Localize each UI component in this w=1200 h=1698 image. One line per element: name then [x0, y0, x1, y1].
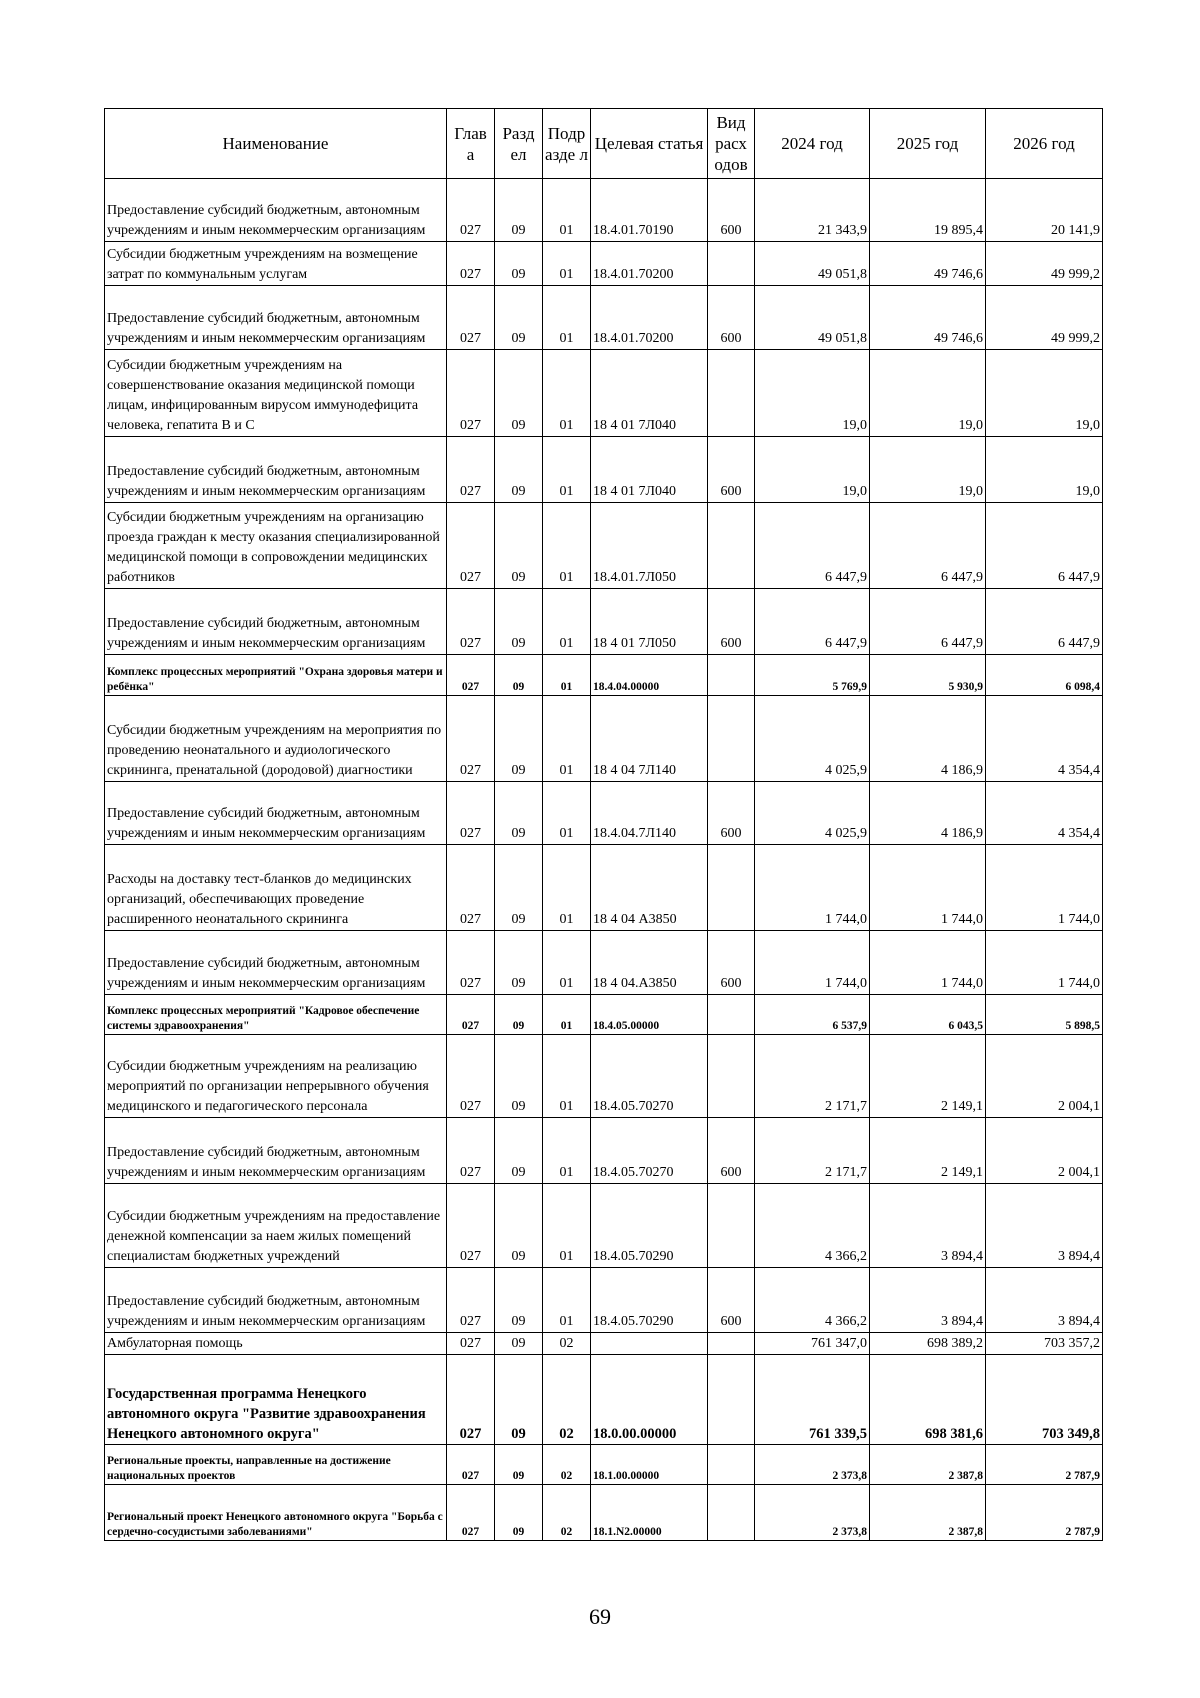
table-row — [105, 696, 1103, 782]
row-value-2024: 49 051,8 — [755, 242, 870, 286]
table-row — [105, 437, 1103, 503]
table-body — [105, 179, 1103, 1541]
row-podrazdel: 01 — [543, 696, 591, 782]
row-podrazdel: 01 — [543, 179, 591, 242]
row-expense-type — [708, 350, 755, 437]
row-glava: 027 — [447, 350, 495, 437]
row-target-article: 18.4.01.70190 — [591, 179, 708, 242]
row-razdel: 09 — [495, 1333, 543, 1355]
row-razdel: 09 — [495, 1118, 543, 1184]
table-row — [105, 242, 1103, 286]
row-value-2026: 1 744,0 — [986, 845, 1103, 931]
row-razdel: 09 — [495, 696, 543, 782]
row-glava: 027 — [447, 782, 495, 845]
row-name: Амбулаторная помощь — [105, 1333, 447, 1355]
row-expense-type: 600 — [708, 286, 755, 350]
row-value-2025: 4 186,9 — [870, 696, 986, 782]
table-row — [105, 589, 1103, 655]
row-value-2026: 4 354,4 — [986, 696, 1103, 782]
row-glava: 027 — [447, 1355, 495, 1445]
row-value-2025: 19,0 — [870, 437, 986, 503]
row-name: Предоставление субсидий бюджетным, автономным учреждениям и иным некоммерческим организациям — [105, 437, 447, 503]
row-razdel: 09 — [495, 1184, 543, 1268]
row-razdel: 09 — [495, 655, 543, 696]
row-podrazdel: 01 — [543, 1035, 591, 1118]
row-value-2025: 2 149,1 — [870, 1035, 986, 1118]
row-razdel: 09 — [495, 242, 543, 286]
row-glava: 027 — [447, 1118, 495, 1184]
row-target-article: 18.4.05.70270 — [591, 1118, 708, 1184]
row-razdel: 09 — [495, 1445, 543, 1485]
row-expense-type — [708, 242, 755, 286]
row-name: Предоставление субсидий бюджетным, автономным учреждениям и иным некоммерческим организациям — [105, 1268, 447, 1333]
row-value-2026: 49 999,2 — [986, 242, 1103, 286]
row-razdel: 09 — [495, 589, 543, 655]
row-name: Предоставление субсидий бюджетным, автономным учреждениям и иным некоммерческим организациям — [105, 179, 447, 242]
row-target-article: 18.4.04.00000 — [591, 655, 708, 696]
row-name: Субсидии бюджетным учреждениям на возмещение затрат по коммунальным услугам — [105, 242, 447, 286]
table-row-section — [105, 1333, 1103, 1355]
row-glava: 027 — [447, 655, 495, 696]
row-podrazdel: 01 — [543, 1184, 591, 1268]
row-value-2024: 2 171,7 — [755, 1035, 870, 1118]
row-expense-type: 600 — [708, 179, 755, 242]
row-glava: 027 — [447, 1268, 495, 1333]
row-target-article: 18 4 01 7Л050 — [591, 589, 708, 655]
row-value-2025: 49 746,6 — [870, 242, 986, 286]
row-value-2025: 2 149,1 — [870, 1118, 986, 1184]
row-podrazdel: 02 — [543, 1355, 591, 1445]
row-value-2026: 19,0 — [986, 350, 1103, 437]
row-target-article: 18 4 01 7Л040 — [591, 350, 708, 437]
row-value-2025: 3 894,4 — [870, 1268, 986, 1333]
row-podrazdel: 01 — [543, 995, 591, 1035]
row-name: Субсидии бюджетным учреждениям на организацию проезда граждан к месту оказания специализированной медицинской помощи в сопровождении медицинских работников — [105, 503, 447, 589]
row-name: Региональный проект Ненецкого автономного округа "Борьба с сердечно-сосудистыми заболеваниями" — [105, 1485, 447, 1541]
row-expense-type: 600 — [708, 589, 755, 655]
row-value-2024: 49 051,8 — [755, 286, 870, 350]
row-name: Предоставление субсидий бюджетным, автономным учреждениям и иным некоммерческим организациям — [105, 782, 447, 845]
row-value-2026: 20 141,9 — [986, 179, 1103, 242]
row-value-2025: 19,0 — [870, 350, 986, 437]
row-value-2024: 4 366,2 — [755, 1268, 870, 1333]
row-expense-type — [708, 1184, 755, 1268]
row-razdel: 09 — [495, 845, 543, 931]
row-expense-type — [708, 503, 755, 589]
row-podrazdel: 01 — [543, 503, 591, 589]
row-glava: 027 — [447, 995, 495, 1035]
row-target-article: 18.4.01.7Л050 — [591, 503, 708, 589]
row-target-article: 18 4 04 А3850 — [591, 845, 708, 931]
row-value-2025: 2 387,8 — [870, 1485, 986, 1541]
table-row — [105, 931, 1103, 995]
row-glava: 027 — [447, 589, 495, 655]
row-target-article: 18.4.05.00000 — [591, 995, 708, 1035]
row-value-2024: 19,0 — [755, 437, 870, 503]
row-target-article: 18.1.N2.00000 — [591, 1485, 708, 1541]
row-value-2026: 703 357,2 — [986, 1333, 1103, 1355]
budget-table — [104, 108, 1103, 1541]
row-podrazdel: 02 — [543, 1485, 591, 1541]
row-glava: 027 — [447, 503, 495, 589]
row-value-2024: 6 447,9 — [755, 589, 870, 655]
row-value-2026: 49 999,2 — [986, 286, 1103, 350]
header-year-2025: 2025 год — [870, 109, 986, 179]
row-value-2026: 6 098,4 — [986, 655, 1103, 696]
row-value-2026: 703 349,8 — [986, 1355, 1103, 1445]
row-value-2025: 1 744,0 — [870, 931, 986, 995]
row-target-article: 18 4 04 7Л140 — [591, 696, 708, 782]
row-value-2026: 19,0 — [986, 437, 1103, 503]
row-target-article: 18.4.01.70200 — [591, 286, 708, 350]
row-glava: 027 — [447, 931, 495, 995]
row-target-article: 18.4.05.70290 — [591, 1268, 708, 1333]
row-value-2024: 4 366,2 — [755, 1184, 870, 1268]
row-name: Субсидии бюджетным учреждениям на совершенствование оказания медицинской помощи лицам, инфицированным вирусом иммунодефицита человека, гепатита В и С — [105, 350, 447, 437]
row-podrazdel: 01 — [543, 437, 591, 503]
row-expense-type: 600 — [708, 782, 755, 845]
row-glava: 027 — [447, 437, 495, 503]
row-value-2026: 2 004,1 — [986, 1035, 1103, 1118]
row-podrazdel: 02 — [543, 1333, 591, 1355]
row-podrazdel: 01 — [543, 350, 591, 437]
row-target-article: 18.4.05.70270 — [591, 1035, 708, 1118]
row-podrazdel: 01 — [543, 782, 591, 845]
row-expense-type: 600 — [708, 1268, 755, 1333]
row-glava: 027 — [447, 1035, 495, 1118]
header-podrazdel: Подр азде л — [543, 109, 591, 179]
row-podrazdel: 01 — [543, 655, 591, 696]
row-value-2025: 49 746,6 — [870, 286, 986, 350]
table-row-subtotal — [105, 1445, 1103, 1485]
row-name: Комплекс процессных мероприятий "Кадровое обеспечение системы здравоохранения" — [105, 995, 447, 1035]
row-razdel: 09 — [495, 1035, 543, 1118]
row-name: Предоставление субсидий бюджетным, автономным учреждениям и иным некоммерческим организациям — [105, 589, 447, 655]
row-target-article: 18 4 01 7Л040 — [591, 437, 708, 503]
row-razdel: 09 — [495, 995, 543, 1035]
row-glava: 027 — [447, 1485, 495, 1541]
table-row-subtotal — [105, 995, 1103, 1035]
table-row — [105, 845, 1103, 931]
row-name: Предоставление субсидий бюджетным, автономным учреждениям и иным некоммерческим организациям — [105, 931, 447, 995]
header-expense-type: Вид расх одов — [708, 109, 755, 179]
row-razdel: 09 — [495, 1268, 543, 1333]
row-expense-type — [708, 1485, 755, 1541]
header-target-article: Целевая статья — [591, 109, 708, 179]
row-value-2024: 1 744,0 — [755, 845, 870, 931]
page-number: 69 — [589, 1604, 611, 1629]
row-name: Государственная программа Ненецкого автономного округа "Развитие здравоохранения Ненецкого автономного округа" — [105, 1355, 447, 1445]
row-expense-type — [708, 1333, 755, 1355]
row-razdel: 09 — [495, 179, 543, 242]
row-expense-type — [708, 1035, 755, 1118]
row-razdel: 09 — [495, 503, 543, 589]
row-value-2024: 2 171,7 — [755, 1118, 870, 1184]
row-name: Предоставление субсидий бюджетным, автономным учреждениям и иным некоммерческим организациям — [105, 286, 447, 350]
header-year-2026: 2026 год — [986, 109, 1103, 179]
row-value-2025: 6 447,9 — [870, 589, 986, 655]
row-target-article: 18.4.05.70290 — [591, 1184, 708, 1268]
row-value-2026: 6 447,9 — [986, 589, 1103, 655]
row-expense-type: 600 — [708, 437, 755, 503]
row-podrazdel: 01 — [543, 931, 591, 995]
row-value-2025: 6 043,5 — [870, 995, 986, 1035]
row-name: Комплекс процессных мероприятий "Охрана здоровья матери и ребёнка" — [105, 655, 447, 696]
table-row — [105, 1268, 1103, 1333]
row-value-2024: 4 025,9 — [755, 696, 870, 782]
row-glava: 027 — [447, 286, 495, 350]
table-row-subtotal — [105, 655, 1103, 696]
row-value-2024: 2 373,8 — [755, 1445, 870, 1485]
row-target-article: 18.4.04.7Л140 — [591, 782, 708, 845]
row-value-2024: 19,0 — [755, 350, 870, 437]
row-expense-type — [708, 995, 755, 1035]
table-row — [105, 286, 1103, 350]
row-razdel: 09 — [495, 1355, 543, 1445]
row-razdel: 09 — [495, 782, 543, 845]
row-name: Расходы на доставку тест-бланков до медицинских организаций, обеспечивающих проведение расширенного неонатального скрининга — [105, 845, 447, 931]
row-value-2024: 1 744,0 — [755, 931, 870, 995]
row-razdel: 09 — [495, 437, 543, 503]
row-glava: 027 — [447, 1184, 495, 1268]
row-value-2026: 3 894,4 — [986, 1184, 1103, 1268]
row-value-2026: 2 004,1 — [986, 1118, 1103, 1184]
table-row — [105, 1118, 1103, 1184]
header-year-2024: 2024 год — [755, 109, 870, 179]
row-glava: 027 — [447, 242, 495, 286]
row-value-2025: 4 186,9 — [870, 782, 986, 845]
table-row — [105, 350, 1103, 437]
row-glava: 027 — [447, 1445, 495, 1485]
row-expense-type — [708, 845, 755, 931]
row-podrazdel: 01 — [543, 589, 591, 655]
table-header — [105, 109, 1103, 179]
row-value-2026: 3 894,4 — [986, 1268, 1103, 1333]
row-value-2025: 19 895,4 — [870, 179, 986, 242]
row-glava: 027 — [447, 179, 495, 242]
header-name: Наименование — [105, 109, 447, 179]
table-row — [105, 503, 1103, 589]
row-podrazdel: 01 — [543, 845, 591, 931]
row-podrazdel: 01 — [543, 286, 591, 350]
row-podrazdel: 02 — [543, 1445, 591, 1485]
row-target-article — [591, 1333, 708, 1355]
row-value-2026: 2 787,9 — [986, 1485, 1103, 1541]
row-target-article: 18 4 04.А3850 — [591, 931, 708, 995]
row-name: Субсидии бюджетным учреждениям на предоставление денежной компенсации за наем жилых помещений специалистам бюджетных учреждений — [105, 1184, 447, 1268]
row-value-2025: 6 447,9 — [870, 503, 986, 589]
header-glava: Глав а — [447, 109, 495, 179]
row-name: Субсидии бюджетным учреждениям на мероприятия по проведению неонатального и аудиологического скрининга, пренатальной (дородовой) диагностики — [105, 696, 447, 782]
table-row-subtotal — [105, 1485, 1103, 1541]
row-expense-type: 600 — [708, 931, 755, 995]
row-target-article: 18.4.01.70200 — [591, 242, 708, 286]
row-razdel: 09 — [495, 931, 543, 995]
row-value-2024: 761 339,5 — [755, 1355, 870, 1445]
table-row — [105, 1035, 1103, 1118]
row-target-article: 18.0.00.00000 — [591, 1355, 708, 1445]
row-expense-type — [708, 696, 755, 782]
row-razdel: 09 — [495, 286, 543, 350]
row-podrazdel: 01 — [543, 1118, 591, 1184]
row-value-2026: 1 744,0 — [986, 931, 1103, 995]
table-row — [105, 179, 1103, 242]
row-value-2026: 2 787,9 — [986, 1445, 1103, 1485]
row-value-2024: 4 025,9 — [755, 782, 870, 845]
row-expense-type: 600 — [708, 1118, 755, 1184]
row-value-2025: 1 744,0 — [870, 845, 986, 931]
row-expense-type — [708, 1355, 755, 1445]
row-value-2024: 761 347,0 — [755, 1333, 870, 1355]
table-row — [105, 1184, 1103, 1268]
row-glava: 027 — [447, 696, 495, 782]
row-value-2025: 5 930,9 — [870, 655, 986, 696]
row-name: Региональные проекты, направленные на достижение национальных проектов — [105, 1445, 447, 1485]
table-row — [105, 782, 1103, 845]
row-name: Предоставление субсидий бюджетным, автономным учреждениям и иным некоммерческим организациям — [105, 1118, 447, 1184]
row-glava: 027 — [447, 845, 495, 931]
row-podrazdel: 01 — [543, 242, 591, 286]
row-value-2024: 6 447,9 — [755, 503, 870, 589]
row-value-2025: 2 387,8 — [870, 1445, 986, 1485]
row-value-2026: 4 354,4 — [986, 782, 1103, 845]
row-value-2025: 3 894,4 — [870, 1184, 986, 1268]
row-glava: 027 — [447, 1333, 495, 1355]
row-expense-type — [708, 1445, 755, 1485]
row-podrazdel: 01 — [543, 1268, 591, 1333]
row-value-2024: 2 373,8 — [755, 1485, 870, 1541]
row-razdel: 09 — [495, 1485, 543, 1541]
table-row-program — [105, 1355, 1103, 1445]
row-name: Субсидии бюджетным учреждениям на реализацию мероприятий по организации непрерывного обучения медицинского и педагогического персонала — [105, 1035, 447, 1118]
row-value-2024: 6 537,9 — [755, 995, 870, 1035]
row-value-2024: 21 343,9 — [755, 179, 870, 242]
row-value-2024: 5 769,9 — [755, 655, 870, 696]
row-value-2025: 698 389,2 — [870, 1333, 986, 1355]
row-value-2025: 698 381,6 — [870, 1355, 986, 1445]
row-expense-type — [708, 655, 755, 696]
row-razdel: 09 — [495, 350, 543, 437]
row-target-article: 18.1.00.00000 — [591, 1445, 708, 1485]
row-value-2026: 6 447,9 — [986, 503, 1103, 589]
header-razdel: Разд ел — [495, 109, 543, 179]
row-value-2026: 5 898,5 — [986, 995, 1103, 1035]
